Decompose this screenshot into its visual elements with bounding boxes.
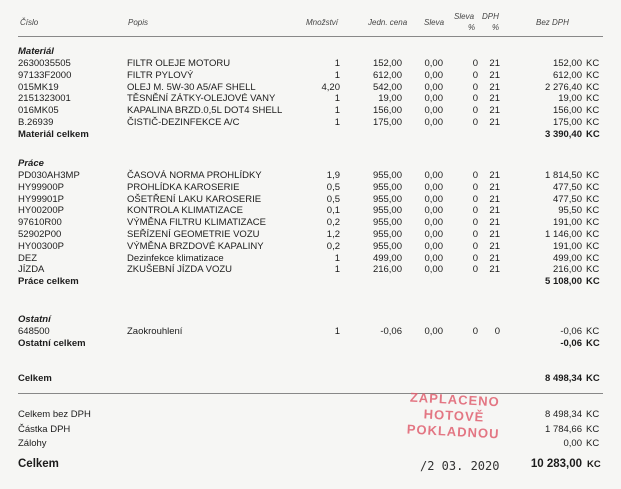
item-vat-pct: 21 (489, 170, 500, 181)
item-discount-pct: 0 (472, 82, 478, 93)
item-description: VÝMĚNA FILTRU KLIMATIZACE (127, 217, 267, 228)
item-currency: KC (586, 117, 600, 128)
item-vat-pct: 21 (489, 182, 500, 193)
item-net-amount: 191,00 (552, 241, 582, 252)
summary-label: Celkem bez DPH (18, 409, 91, 420)
summary-currency: KC (586, 424, 600, 435)
item-unit-price: 955,00 (372, 217, 402, 228)
item-code: HY00300P (18, 241, 64, 252)
item-vat-pct: 21 (489, 70, 500, 81)
item-description: SEŘÍZENÍ GEOMETRIE VOZU (127, 229, 260, 240)
section-total-label: Materiál celkem (18, 129, 89, 140)
item-vat-pct: 21 (489, 229, 500, 240)
item-description: PROHLÍDKA KAROSERIE (127, 182, 240, 193)
grand-total-label: Celkem (18, 373, 52, 384)
item-unit-price: 156,00 (372, 105, 402, 116)
item-description: OLEJ M. 5W-30 A5/AF SHELL (127, 82, 256, 93)
item-discount-pct: 0 (472, 264, 478, 275)
item-discount: 0,00 (424, 241, 443, 252)
stamp-date: /2 03. 2020 (420, 459, 500, 473)
item-quantity: 1 (334, 93, 340, 104)
paid-stamp (383, 388, 525, 443)
item-code: 016MK05 (18, 105, 59, 116)
item-unit-price: 955,00 (372, 205, 402, 216)
item-currency: KC (586, 105, 600, 116)
item-unit-price: -0,06 (380, 326, 402, 337)
item-discount-pct: 0 (472, 229, 478, 240)
item-description: OŠETŘENÍ LAKU KAROSERIE (127, 194, 262, 205)
summary-value: 8 498,34 (545, 409, 582, 420)
item-code: JÍZDA (18, 264, 45, 275)
item-discount-pct: 0 (472, 217, 478, 228)
item-quantity: 1 (334, 58, 340, 69)
item-unit-price: 499,00 (372, 253, 402, 264)
item-currency: KC (586, 205, 600, 216)
item-quantity: 0,5 (326, 194, 340, 205)
item-unit-price: 955,00 (372, 229, 402, 240)
item-discount: 0,00 (424, 182, 443, 193)
item-unit-price: 955,00 (372, 241, 402, 252)
item-currency: KC (586, 229, 600, 240)
item-currency: KC (586, 93, 600, 104)
item-discount-pct: 0 (472, 105, 478, 116)
item-discount: 0,00 (424, 326, 443, 337)
item-discount-pct: 0 (472, 326, 478, 337)
section-total-value: 3 390,40 (545, 129, 582, 140)
item-discount: 0,00 (424, 82, 443, 93)
item-quantity: 1,9 (326, 170, 340, 181)
item-currency: KC (586, 82, 600, 93)
section-total-currency: KC (586, 129, 600, 140)
item-quantity: 1 (334, 70, 340, 81)
item-quantity: 1 (334, 264, 340, 275)
item-net-amount: -0,06 (560, 326, 582, 337)
header-divider (18, 36, 603, 37)
item-vat-pct: 21 (489, 217, 500, 228)
summary-label: Zálohy (18, 438, 47, 449)
header-bez-dph: Bez DPH (536, 18, 569, 27)
summary-value: 1 784,66 (545, 424, 582, 435)
item-unit-price: 152,00 (372, 58, 402, 69)
item-discount-pct: 0 (472, 170, 478, 181)
item-net-amount: 477,50 (552, 194, 582, 205)
section-title: Práce (18, 158, 44, 169)
item-quantity: 0,2 (326, 217, 340, 228)
item-currency: KC (586, 326, 600, 337)
item-discount-pct: 0 (472, 253, 478, 264)
summary-value: 0,00 (563, 438, 582, 449)
item-description: KAPALINA BRZD.0,5L DOT4 SHELL (127, 105, 283, 116)
item-currency: KC (586, 241, 600, 252)
item-discount-pct: 0 (472, 93, 478, 104)
item-vat-pct: 21 (489, 194, 500, 205)
summary-currency: KC (586, 409, 600, 420)
item-discount: 0,00 (424, 93, 443, 104)
item-code: 97133F2000 (18, 70, 72, 81)
grand-total-value: 8 498,34 (545, 373, 582, 384)
item-unit-price: 175,00 (372, 117, 402, 128)
item-description: KONTROLA KLIMATIZACE (127, 205, 243, 216)
item-net-amount: 477,50 (552, 182, 582, 193)
item-code: B.26939 (18, 117, 54, 128)
item-vat-pct: 21 (489, 93, 500, 104)
item-discount: 0,00 (424, 58, 443, 69)
header-popis: Popis (128, 18, 149, 27)
section-total-label: Ostatní celkem (18, 338, 86, 349)
item-code: HY99901P (18, 194, 64, 205)
header-mnozstvi: Množství (306, 18, 339, 27)
header-sleva-pct-bot: % (468, 23, 476, 32)
item-currency: KC (586, 182, 600, 193)
item-net-amount: 216,00 (552, 264, 582, 275)
section-title: Ostatní (18, 314, 51, 325)
item-discount-pct: 0 (472, 194, 478, 205)
item-vat-pct: 21 (489, 205, 500, 216)
item-quantity: 1 (334, 117, 340, 128)
item-vat-pct: 21 (489, 117, 500, 128)
section-total-value: 5 108,00 (545, 276, 582, 287)
item-quantity: 4,20 (321, 82, 340, 93)
item-net-amount: 1 814,50 (545, 170, 582, 181)
item-code: 2630035505 (18, 58, 71, 69)
item-currency: KC (586, 217, 600, 228)
header-jedn-cena: Jedn. cena (368, 18, 408, 27)
item-net-amount: 95,50 (558, 205, 582, 216)
item-net-amount: 2 276,40 (545, 82, 582, 93)
item-net-amount: 19,00 (558, 93, 582, 104)
item-code: HY00200P (18, 205, 64, 216)
item-discount: 0,00 (424, 70, 443, 81)
item-discount: 0,00 (424, 229, 443, 240)
item-description: Zaokrouhlení (127, 326, 183, 337)
item-description: TĚSNĚNÍ ZÁTKY-OLEJOVÉ VANY (127, 93, 276, 104)
header-sleva-pct-top: Sleva (454, 12, 475, 21)
item-unit-price: 19,00 (378, 93, 402, 104)
section-title: Materiál (18, 46, 54, 57)
item-code: PD030AH3MP (18, 170, 80, 181)
item-unit-price: 216,00 (372, 264, 402, 275)
header-dph-bot: % (492, 23, 500, 32)
item-discount: 0,00 (424, 217, 443, 228)
item-quantity: 1,2 (326, 229, 340, 240)
item-description: FILTR OLEJE MOTORU (127, 58, 231, 69)
item-discount: 0,00 (424, 117, 443, 128)
stamp-text: ZAPLACENO (409, 389, 501, 410)
item-discount: 0,00 (424, 105, 443, 116)
final-total-value: 10 283,00 (530, 458, 582, 470)
item-description: FILTR PYLOVÝ (127, 70, 194, 81)
item-discount: 0,00 (424, 205, 443, 216)
item-vat-pct: 21 (489, 253, 500, 264)
item-vat-pct: 21 (489, 264, 500, 275)
item-unit-price: 955,00 (372, 194, 402, 205)
item-net-amount: 152,00 (552, 58, 582, 69)
item-code: 648500 (18, 326, 50, 337)
item-net-amount: 156,00 (552, 105, 582, 116)
item-quantity: 0,1 (326, 205, 340, 216)
item-unit-price: 612,00 (372, 70, 402, 81)
item-quantity: 0,5 (326, 182, 340, 193)
item-code: 52902P00 (18, 229, 62, 240)
item-net-amount: 1 146,00 (545, 229, 582, 240)
item-code: DEZ (18, 253, 37, 264)
summary-divider (18, 393, 603, 394)
item-discount-pct: 0 (472, 241, 478, 252)
item-quantity: 1 (334, 105, 340, 116)
item-currency: KC (586, 264, 600, 275)
item-description: Dezinfekce klimatizace (127, 253, 224, 264)
item-discount-pct: 0 (472, 117, 478, 128)
header-sleva: Sleva (424, 18, 445, 27)
final-total-currency: KC (587, 459, 601, 470)
item-discount: 0,00 (424, 264, 443, 275)
section-total-label: Práce celkem (18, 276, 79, 287)
item-description: ČASOVÁ NORMA PROHLÍDKY (127, 170, 262, 181)
item-net-amount: 612,00 (552, 70, 582, 81)
item-net-amount: 191,00 (552, 217, 582, 228)
item-discount-pct: 0 (472, 58, 478, 69)
item-currency: KC (586, 70, 600, 81)
item-unit-price: 955,00 (372, 170, 402, 181)
header-dph-top: DPH (482, 12, 499, 21)
section-total-currency: KC (586, 338, 600, 349)
item-vat-pct: 21 (489, 105, 500, 116)
section-total-currency: KC (586, 276, 600, 287)
item-discount-pct: 0 (472, 182, 478, 193)
item-net-amount: 499,00 (552, 253, 582, 264)
item-discount: 0,00 (424, 194, 443, 205)
item-code: 97610R00 (18, 217, 62, 228)
item-quantity: 0,2 (326, 241, 340, 252)
item-quantity: 1 (334, 326, 340, 337)
item-vat-pct: 21 (489, 82, 500, 93)
final-total-label: Celkem (18, 458, 59, 470)
item-description: ZKUŠEBNÍ JÍZDA VOZU (127, 264, 233, 275)
item-currency: KC (586, 58, 600, 69)
item-vat-pct: 0 (494, 326, 500, 337)
item-code: 2151323001 (18, 93, 71, 104)
item-discount-pct: 0 (472, 70, 478, 81)
item-description: ČISTIČ-DEZINFEKCE A/C (127, 117, 240, 128)
item-vat-pct: 21 (489, 58, 500, 69)
summary-label: Částka DPH (18, 424, 71, 435)
item-description: VÝMĚNA BRZDOVÉ KAPALINY (127, 241, 264, 252)
item-vat-pct: 21 (489, 241, 500, 252)
item-code: HY99900P (18, 182, 64, 193)
stamp-text: HOTOVĚ (423, 406, 485, 425)
summary-currency: KC (586, 438, 600, 449)
item-code: 015MK19 (18, 82, 59, 93)
section-total-value: -0,06 (560, 338, 582, 349)
item-discount: 0,00 (424, 170, 443, 181)
item-net-amount: 175,00 (552, 117, 582, 128)
grand-total-currency: KC (586, 373, 600, 384)
item-unit-price: 542,00 (372, 82, 402, 93)
item-discount: 0,00 (424, 253, 443, 264)
item-discount-pct: 0 (472, 205, 478, 216)
header-cislo: Číslo (20, 18, 39, 27)
item-currency: KC (586, 253, 600, 264)
item-unit-price: 955,00 (372, 182, 402, 193)
item-quantity: 1 (334, 253, 340, 264)
stamp-text: POKLADNOU (406, 421, 500, 442)
item-currency: KC (586, 170, 600, 181)
item-currency: KC (586, 194, 600, 205)
